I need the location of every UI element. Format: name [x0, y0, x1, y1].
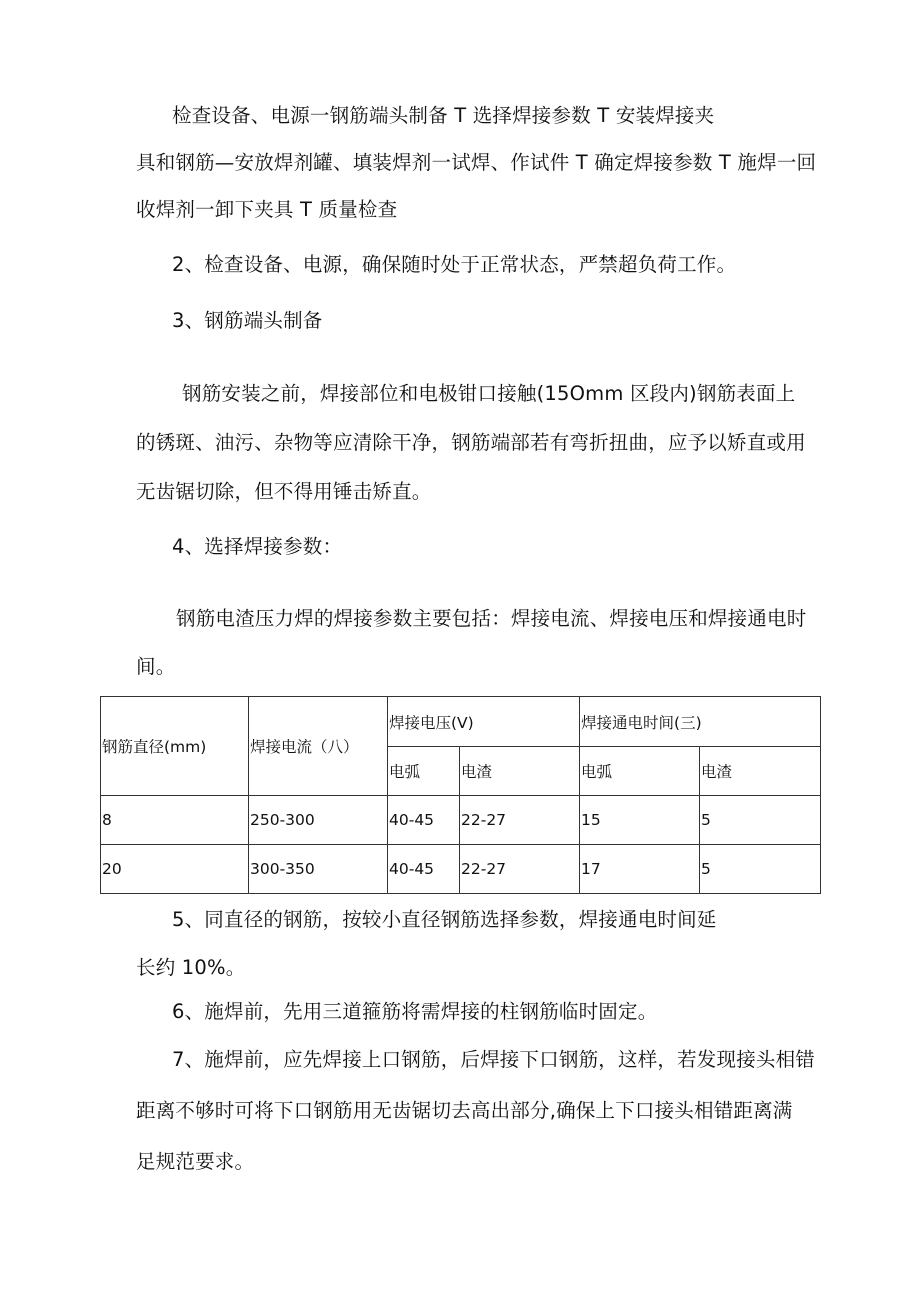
header-diameter: 钢筋直径(mm)	[101, 697, 249, 796]
subheader-slag-time: 电渣	[700, 747, 821, 796]
item-6: 6、施焊前，先用三道箍筋将需焊接的柱钢筋临时固定。	[172, 1000, 658, 1023]
welding-parameters-table	[100, 696, 821, 894]
cell-slag-voltage: 22-27	[460, 796, 580, 845]
flow-line-1: 检查设备、电源一钢筋端头制备 T 选择焊接参数 T 安装焊接夹	[172, 104, 715, 127]
header-time: 焊接通电时间(三)	[580, 697, 821, 747]
item-7-line-3: 足规范要求。	[136, 1150, 255, 1173]
subheader-arc-time: 电弧	[580, 747, 700, 796]
cell-diameter: 20	[101, 845, 249, 894]
item-3-title: 3、钢筋端头制备	[172, 309, 323, 332]
cell-arc-voltage: 40-45	[388, 845, 460, 894]
item-3-para-line-1: 钢筋安装之前，焊接部位和电极钳口接触(15Omm 区段内)钢筋表面上	[182, 382, 796, 405]
flow-line-3: 收焊剂一卸下夹具 T 质量检查	[136, 198, 398, 221]
header-voltage: 焊接电压(V)	[388, 697, 580, 747]
header-current: 焊接电流（八）	[249, 697, 388, 796]
item-4-para-line-1: 钢筋电渣压力焊的焊接参数主要包括：焊接电流、焊接电压和焊接通电时	[176, 607, 807, 630]
item-4-title: 4、选择焊接参数：	[172, 535, 343, 558]
cell-slag-voltage: 22-27	[460, 845, 580, 894]
cell-arc-voltage: 40-45	[388, 796, 460, 845]
table-row	[101, 845, 821, 894]
cell-current: 300-350	[249, 845, 388, 894]
subheader-slag-voltage: 电渣	[460, 747, 580, 796]
table-header-row	[101, 697, 821, 747]
flow-line-2: 具和钢筋—安放焊剂罐、填装焊剂一试焊、作试件 T 确定焊接参数 T 施焊一回	[136, 151, 817, 174]
cell-slag-time: 5	[700, 796, 821, 845]
item-4-para-line-2: 间。	[136, 655, 176, 678]
cell-arc-time: 17	[580, 845, 700, 894]
item-3-para-line-2: 的锈斑、油污、杂物等应清除干净，钢筋端部若有弯折扭曲，应予以矫直或用	[136, 431, 806, 454]
table-row	[101, 796, 821, 845]
subheader-arc-voltage: 电弧	[388, 747, 460, 796]
cell-arc-time: 15	[580, 796, 700, 845]
item-5-line-2: 长约 10%。	[136, 956, 246, 979]
cell-current: 250-300	[249, 796, 388, 845]
cell-slag-time: 5	[700, 845, 821, 894]
cell-diameter: 8	[101, 796, 249, 845]
item-2: 2、检查设备、电源，确保随时处于正常状态，严禁超负荷工作。	[172, 253, 737, 276]
item-3-para-line-3: 无齿锯切除，但不得用锤击矫直。	[136, 480, 432, 503]
item-5-line-1: 5、同直径的钢筋，按较小直径钢筋选择参数，焊接通电时间延	[172, 908, 717, 931]
item-7-line-2: 距离不够时可将下口钢筋用无齿锯切去高出部分,确保上下口接头相错距离满	[136, 1099, 793, 1122]
item-7-line-1: 7、施焊前，应先焊接上口钢筋，后焊接下口钢筋，这样，若发现接头相错	[172, 1048, 816, 1071]
